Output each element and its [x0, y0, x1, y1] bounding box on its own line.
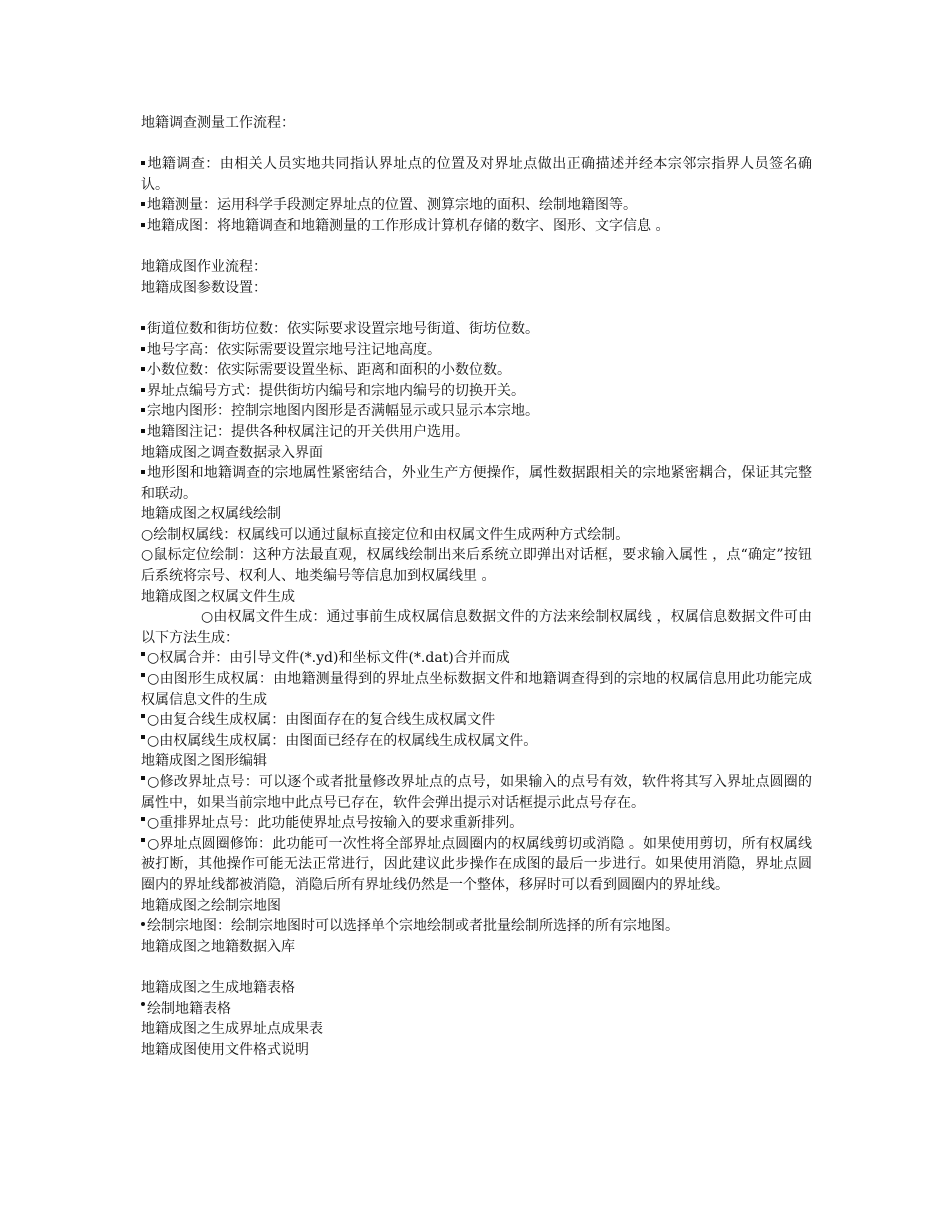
files-item: ○由图形生成权属：由地籍测量得到的界址点坐标数据文件和地籍调查得到的宗地的权属信息用此功能完成权属信息文件的生成 — [141, 671, 812, 708]
lines-item: ○绘制权属线：权属线可以通过鼠标直接定位和由权属文件生成两种方式绘制。 — [141, 526, 630, 543]
results-heading: 地籍成图之生成界址点成果表 — [141, 1021, 323, 1038]
square-bullet-icon — [141, 223, 145, 227]
files-item: ○由权属线生成权属：由图面已经存在的权属线生成权属文件。 — [141, 731, 812, 752]
doc-title: 地籍调查测量工作流程： — [141, 115, 295, 131]
param-item: 界址点编号方式：提供街坊内编号和宗地内编号的切换开关。 — [141, 381, 812, 402]
lines-heading: 地籍成图之权属线绘制 — [141, 506, 281, 523]
square-bullet-icon — [141, 673, 145, 677]
square-bullet-icon — [141, 735, 145, 739]
survey-list — [141, 154, 812, 236]
params-heading: 地籍成图参数设置： — [141, 279, 267, 296]
files-item: ○由复合线生成权属：由图面存在的复合线生成权属文件 — [141, 710, 812, 731]
survey-item: 地籍成图：将地籍调查和地籍测量的工作形成计算机存储的数字、图形、文字信息 。 — [141, 216, 812, 237]
round-bullet-icon — [141, 1002, 145, 1006]
round-bullet-icon — [141, 922, 145, 926]
tables-heading: 地籍成图之生成地籍表格 — [141, 979, 295, 996]
square-bullet-icon — [141, 326, 145, 330]
lines-item: ○鼠标定位绘制：这种方法最直观，权属线绘制出来后系统立即弹出对话框，要求输入属性 ，点“确定”按钮后系统将宗号、权利人、地类编号等信息加到权属线里 。 — [141, 547, 812, 585]
entry-heading: 地籍成图之调查数据录入界面 — [141, 444, 323, 461]
square-bullet-icon — [141, 817, 145, 821]
param-item: 地号字高：依实际需要设置宗地号注记地高度。 — [141, 340, 812, 361]
parcel-map-heading: 地籍成图之绘制宗地图 — [141, 897, 281, 914]
square-bullet-icon — [141, 367, 145, 371]
square-bullet-icon — [141, 470, 145, 474]
files-heading: 地籍成图之权属文件生成 — [141, 588, 295, 605]
square-bullet-icon — [141, 714, 145, 718]
param-list — [141, 319, 812, 443]
param-item: 地籍图注记：提供各种权属注记的开关供用户选用。 — [141, 422, 812, 443]
tables-text: 绘制地籍表格 — [141, 999, 812, 1020]
param-item: 宗地内图形：控制宗地图内图形是否满幅显示或只显示本宗地。 — [141, 401, 812, 422]
files-intro: ○由权属文件生成：通过事前生成权属信息数据文件的方法来绘制权属线 ，权属信息数据文件可由以下方法生成： — [141, 609, 812, 646]
editing-item: ○修改界址点号：可以逐个或者批量修改界址点的点号，如果输入的点号有效，软件将其写入界址点圆圈的属性中，如果当前宗地中此点号已存在，软件会弹出提示对话框提示此点号存在。 — [141, 774, 812, 811]
editing-heading: 地籍成图之图形编辑 — [141, 753, 267, 770]
square-bullet-icon — [141, 347, 145, 351]
square-bullet-icon — [141, 202, 145, 206]
square-bullet-icon — [141, 776, 145, 780]
survey-item: 地籍调查：由相关人员实地共同指认界址点的位置及对界址点做出正确描述并经本宗邻宗指界人员签名确认。 — [141, 156, 812, 193]
square-bullet-icon — [141, 408, 145, 412]
editing-item: ○重排界址点号：此功能使界址点号按输入的要求重新排列。 — [141, 813, 812, 834]
param-item: 小数位数：依实际需要设置坐标、距离和面积的小数位数。 — [141, 360, 812, 381]
workflow-heading: 地籍成图作业流程： — [141, 259, 267, 276]
square-bullet-icon — [141, 388, 145, 392]
database-heading: 地籍成图之地籍数据入库 — [141, 938, 295, 955]
square-bullet-icon — [141, 429, 145, 433]
param-item: 街道位数和街坊位数：依实际要求设置宗地号街道、街坊位数。 — [141, 319, 812, 340]
formats-heading: 地籍成图使用文件格式说明 — [141, 1041, 309, 1058]
survey-item: 地籍测量：运用科学手段测定界址点的位置、测算宗地的面积、绘制地籍图等。 — [141, 195, 812, 216]
editing-item: ○界址点圆圈修饰：此功能可一次性将全部界址点圆圈内的权属线剪切或消隐 。如果使用剪切，所有权属线被打断，其他操作可能无法正常进行，因此建议此步操作在成图的最后一步进行。如果使用消隐，界址点圆圈内的界址线都被消隐，消隐后所有界址线仍然是一个整体，移屏时可以看到圆圈内的界址线。 — [141, 835, 812, 893]
square-bullet-icon — [141, 838, 145, 842]
square-bullet-icon — [141, 652, 145, 656]
files-item: ○权属合并：由引导文件(*.yd)和坐标文件(*.dat)合并而成 — [141, 648, 812, 669]
entry-text: 地形图和地籍调查的宗地属性紧密结合，外业生产方便操作，属性数据跟相关的宗地紧密耦合，保证其完整和联动。 — [141, 465, 812, 502]
square-bullet-icon — [141, 161, 145, 165]
parcel-map-text: 绘制宗地图：绘制宗地图时可以选择单个宗地绘制或者批量绘制所选择的所有宗地图。 — [141, 916, 812, 937]
